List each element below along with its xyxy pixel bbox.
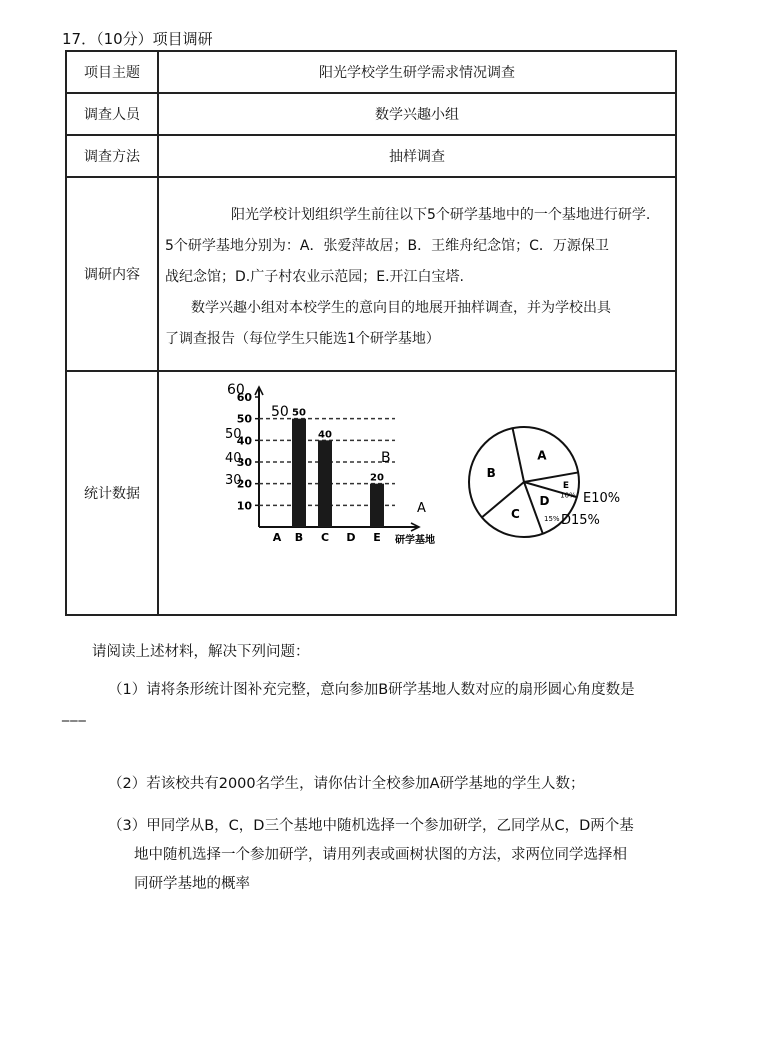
pie-slice-label-e: E	[562, 481, 570, 492]
pie-percent-label: 15%	[544, 514, 560, 523]
y-tick-label: 60	[236, 391, 252, 404]
overlay-label: 30	[225, 473, 242, 488]
content-line: 5个研学基地分别为：A．张爱萍故居；B．王维舟纪念馆；C．万源保卫	[165, 238, 609, 254]
survey-table	[65, 50, 677, 616]
question-3-line: （3）甲同学从B，C，D三个基地中随机选择一个参加研学，乙同学从C，D两个基	[108, 818, 634, 834]
pie-slice-label-d: D	[539, 494, 550, 509]
stats-figure	[159, 372, 679, 612]
pie-slice-edge	[524, 472, 578, 482]
y-tick-label: 30	[236, 456, 252, 469]
bar-data-label: 20	[370, 472, 384, 484]
x-tick-label: C	[320, 531, 330, 544]
read-instruction: 请阅读上述材料，解决下列问题：	[92, 644, 310, 660]
stats-cell	[158, 371, 676, 615]
question-2: （2）若该校共有2000名学生，请你估计全校参加A研学基地的学生人数；	[108, 776, 585, 792]
answer-blank: ___	[62, 706, 87, 722]
bar-data-label: 40	[318, 429, 332, 441]
row-value-topic: 阳光学校学生研学需求情况调查	[158, 51, 676, 93]
overlay-label: 50	[225, 427, 242, 442]
question-3-line: 同研学基地的概率	[134, 876, 250, 892]
pie-outside-label: D15%	[561, 513, 600, 528]
table-row	[66, 93, 676, 135]
x-tick-label: D	[346, 531, 356, 544]
row-value-content	[158, 177, 676, 371]
pie-slice-edge	[513, 428, 524, 482]
pie-slice-label-a: A	[537, 448, 547, 463]
content-line: 数学兴趣小组对本校学生的意向目的地展开抽样调查，并为学校出具	[191, 300, 611, 316]
content-line: 了调查报告（每位学生只能选1个研学基地）	[165, 331, 440, 347]
x-tick-label: E	[373, 531, 381, 544]
question-3-line: 地中随机选择一个参加研学，请用列表或画树状图的方法，求两位同学选择相	[134, 847, 627, 863]
x-axis-label: 研学基地	[395, 535, 435, 546]
x-tick-label: B	[294, 531, 304, 544]
row-label-method: 调查方法	[66, 135, 158, 177]
overlay-label: B	[381, 450, 391, 466]
bar-chart	[225, 382, 435, 546]
bar-data-label: 50	[292, 407, 306, 419]
y-tick-label: 10	[236, 499, 252, 513]
table-row	[66, 177, 676, 371]
question-1: （1）请将条形统计图补充完整，意向参加B研学基地人数对应的扇形圆心角度数是	[108, 682, 635, 698]
pie-outside-label: E10%	[583, 491, 621, 506]
bar-b	[292, 419, 306, 527]
row-value-staff: 数学兴趣小组	[158, 93, 676, 135]
pie-slice-label-b: B	[486, 466, 496, 481]
row-label-staff: 调查人员	[66, 93, 158, 135]
question-3	[108, 812, 688, 899]
pie-percent-label: 10%	[560, 491, 576, 500]
table-row	[66, 135, 676, 177]
bar-e	[370, 484, 384, 527]
overlay-label: 40	[225, 451, 242, 466]
row-label-stats: 统计数据	[66, 371, 158, 615]
overlay-label: A	[417, 501, 426, 516]
x-tick-label: A	[272, 531, 282, 544]
table-row	[66, 51, 676, 93]
content-line: 战纪念馆；D.广子村农业示范园；E.开江白宝塔.	[165, 269, 464, 285]
row-label-content: 调研内容	[66, 177, 158, 371]
question-header: 17．（10分）项目调研	[62, 30, 213, 48]
bar-c	[318, 440, 332, 527]
table-row	[66, 371, 676, 615]
pie-chart	[469, 427, 620, 537]
row-value-method: 抽样调查	[158, 135, 676, 177]
y-tick-label: 50	[236, 412, 252, 426]
pie-slice-label-c: C	[511, 506, 520, 521]
overlay-label: 50	[271, 404, 289, 420]
overlay-label: 60	[227, 382, 245, 398]
content-line: 阳光学校计划组织学生前往以下5个研学基地中的一个基地进行研学.	[231, 207, 651, 223]
row-label-topic: 项目主题	[66, 51, 158, 93]
y-tick-label: 40	[236, 434, 252, 448]
y-tick-label: 20	[236, 477, 252, 491]
